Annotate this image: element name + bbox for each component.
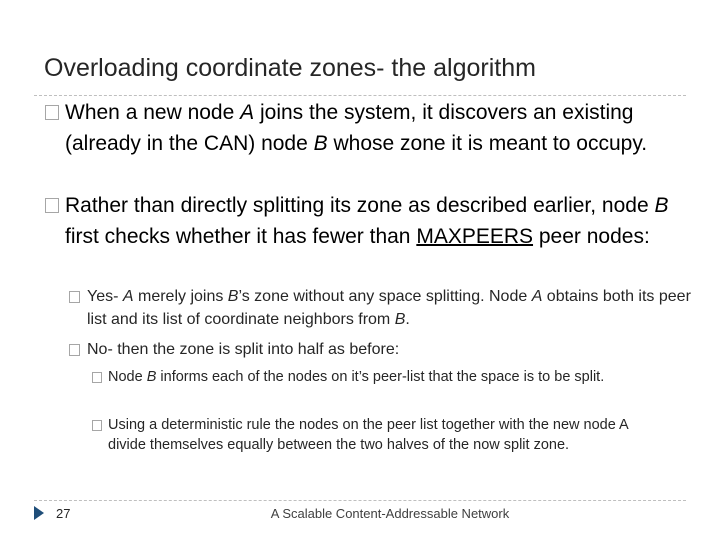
bullet-item bbox=[65, 97, 695, 159]
text-run: No- then the zone is split into half as before: bbox=[87, 341, 400, 358]
text-run: obtains both its peer list and its list of coordinate neighbors from bbox=[87, 288, 691, 328]
text-run: B bbox=[313, 132, 328, 155]
bullet-box-icon bbox=[92, 420, 102, 431]
text-run: B bbox=[654, 194, 669, 217]
text-run: joins the system, it discovers an existing (already in the CAN) node bbox=[65, 101, 634, 155]
text-run: informs each of the nodes on it’s peer-list that the space is to be split. bbox=[156, 369, 605, 385]
bullet-box-icon bbox=[69, 344, 80, 356]
sub-bullet-item bbox=[87, 338, 712, 361]
page-number: 27 bbox=[56, 506, 71, 521]
text-run: A bbox=[122, 288, 134, 305]
text-run: When a new node bbox=[65, 101, 241, 124]
text-run: merely joins bbox=[133, 288, 228, 305]
text-run: Rather than directly splitting its zone as described earlier, node bbox=[65, 194, 655, 217]
text-run: . bbox=[405, 311, 410, 328]
footer-title: A Scalable Content-Addressable Network bbox=[270, 506, 510, 521]
text-run: whose zone it is meant to occupy. bbox=[327, 132, 648, 155]
text-run: MAXPEERS bbox=[416, 225, 534, 248]
text-run: Node bbox=[108, 369, 147, 385]
footer-divider bbox=[34, 500, 686, 501]
page-marker-icon bbox=[34, 506, 44, 520]
text-run: Using a deterministic rule the nodes on the peer list together with the new node A divide themselves equally between the two halves of the now split zone. bbox=[108, 417, 628, 453]
text-run: B bbox=[227, 288, 239, 305]
text-run: A bbox=[531, 288, 543, 305]
bullet-item bbox=[65, 190, 695, 252]
text-run: A bbox=[240, 101, 255, 124]
text-run: Yes- bbox=[87, 288, 123, 305]
text-run: ’s zone without any space splitting. Node bbox=[238, 288, 532, 305]
text-run: B bbox=[146, 369, 157, 385]
bullet-box-icon bbox=[45, 105, 59, 120]
sub-bullet-item bbox=[87, 285, 712, 331]
bullet-box-icon bbox=[92, 372, 102, 383]
title-divider bbox=[34, 95, 686, 96]
sub-sub-bullet-item bbox=[108, 367, 668, 387]
text-run: peer nodes: bbox=[533, 225, 650, 248]
text-run: B bbox=[394, 311, 406, 328]
text-run: first checks whether it has fewer than bbox=[65, 225, 417, 248]
bullet-box-icon bbox=[69, 291, 80, 303]
slide-title: Overloading coordinate zones- the algorithm bbox=[44, 54, 536, 82]
bullet-box-icon bbox=[45, 198, 59, 213]
sub-sub-bullet-item bbox=[108, 415, 668, 455]
